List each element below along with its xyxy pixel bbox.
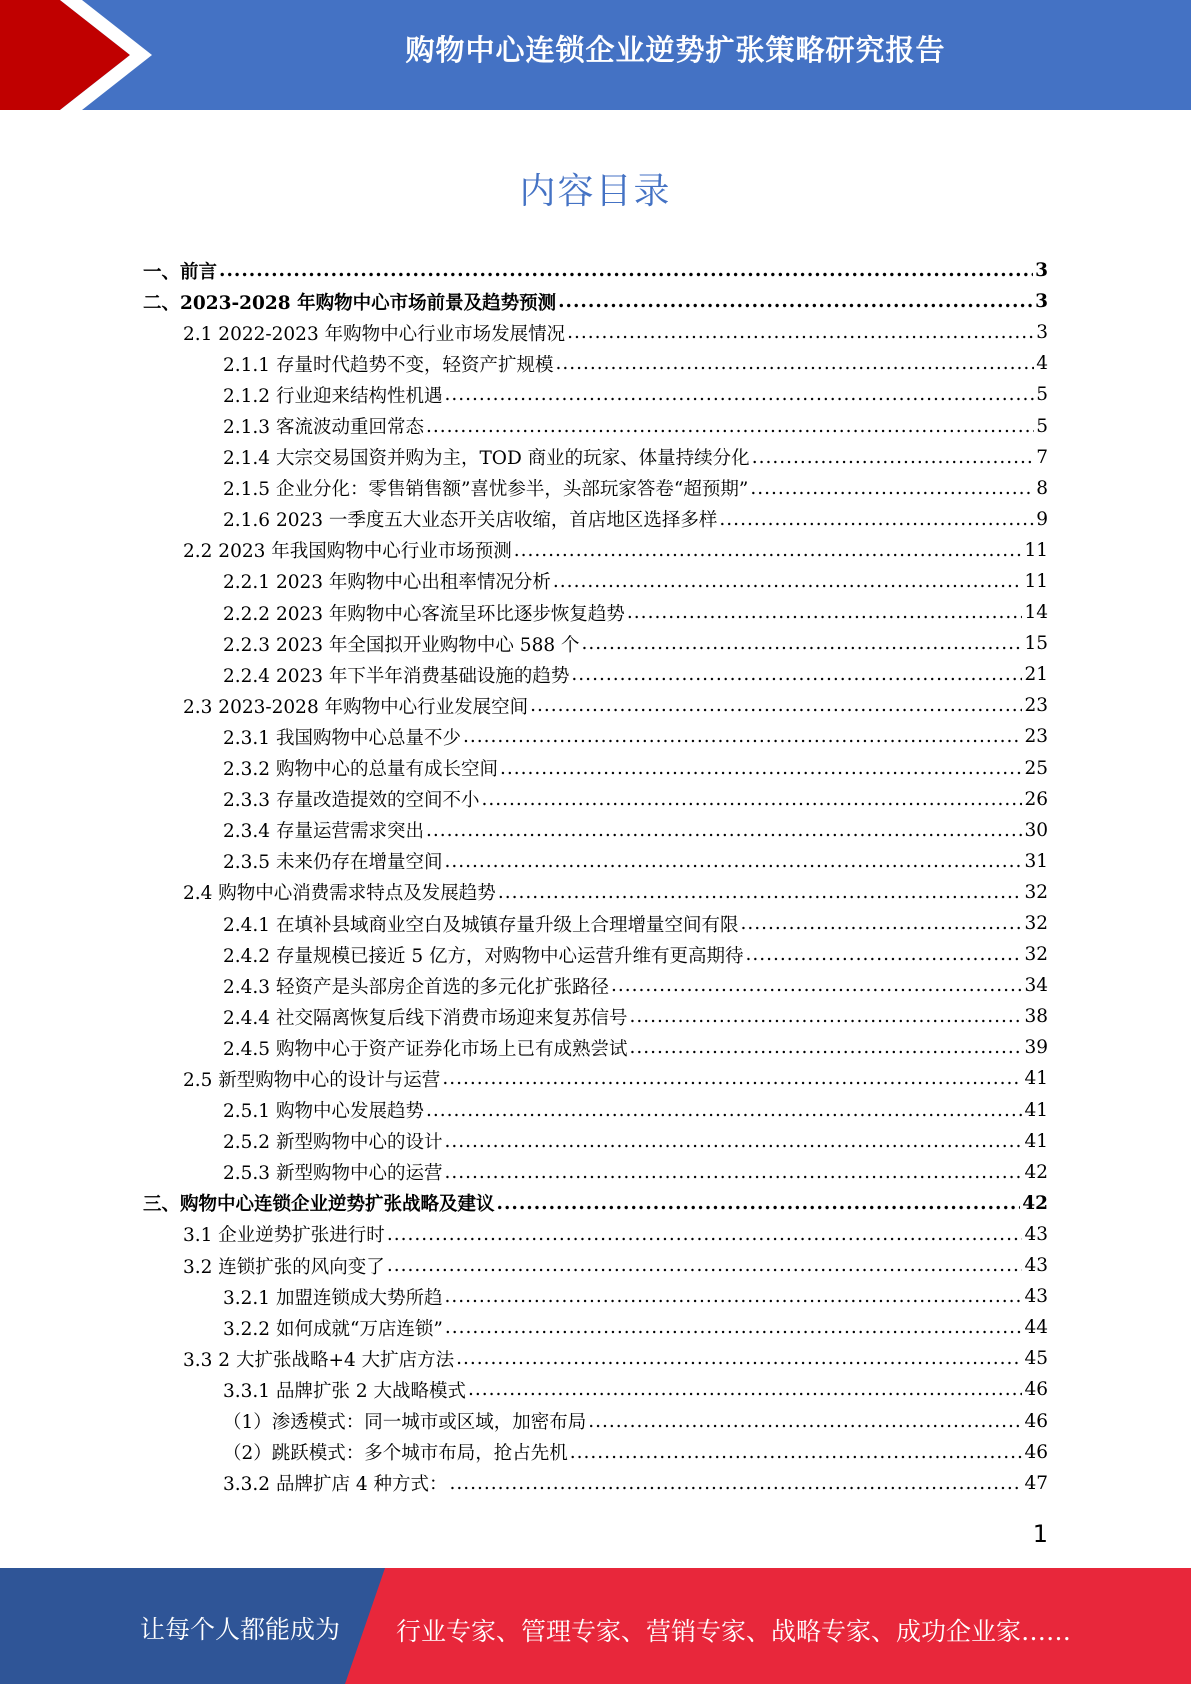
toc-entry[interactable] [143, 348, 1048, 379]
toc-dot-leader [444, 851, 1022, 872]
toc-entry-page: 3 [1035, 260, 1048, 282]
toc-entry-text: 2.3 2023-2028 年购物中心行业发展空间 [183, 696, 529, 718]
toc-dot-leader [450, 1473, 1023, 1494]
toc-entry-text: 2.1.3 客流波动重回常态 [223, 417, 424, 439]
table-of-contents [143, 255, 1048, 1499]
toc-entry[interactable] [143, 1250, 1048, 1281]
toc-entry-text: 2.2.1 2023 年购物中心出租率情况分析 [223, 572, 551, 594]
toc-entry-text: 2.3.2 购物中心的总量有成长空间 [223, 759, 498, 781]
toc-entry-page: 46 [1024, 1379, 1048, 1401]
toc-dot-leader [571, 664, 1022, 685]
toc-dot-leader [629, 1037, 1022, 1058]
toc-entry[interactable] [143, 597, 1048, 628]
toc-entry[interactable] [143, 970, 1048, 1001]
toc-entry-page: 47 [1024, 1472, 1048, 1494]
footer-slogan-right: 行业专家、管理专家、营销专家、战略专家、成功企业家…… [396, 1617, 1072, 1646]
toc-dot-leader [627, 602, 1023, 623]
toc-dot-leader [555, 353, 1034, 374]
toc-entry[interactable] [143, 1001, 1048, 1032]
toc-entry[interactable] [143, 939, 1048, 970]
toc-dot-leader [219, 260, 1033, 281]
toc-entry-text: 3.2.1 加盟连锁成大势所趋 [223, 1287, 443, 1309]
toc-entry-text: （1）渗透模式：同一城市或区域，加密布局 [223, 1412, 587, 1434]
toc-entry-text: 2.1.6 2023 一季度五大业态开关店收缩，首店地区选择多样 [223, 510, 718, 532]
toc-entry-page: 23 [1024, 695, 1048, 717]
toc-entry[interactable] [143, 1126, 1048, 1157]
toc-entry-text: 2.5.1 购物中心发展趋势 [223, 1101, 424, 1123]
toc-entry-page: 42 [1022, 1192, 1048, 1214]
toc-entry-text: 2.2.4 2023 年下半年消费基础设施的趋势 [223, 665, 570, 687]
toc-entry-text: 3.3 2 大扩张战略+4 大扩店方法 [183, 1349, 455, 1371]
toc-entry-page: 32 [1024, 913, 1048, 935]
toc-entry-page: 25 [1024, 757, 1048, 779]
toc-entry-text: 2.3.5 未来仍存在增量空间 [223, 852, 443, 874]
toc-entry[interactable] [143, 317, 1048, 348]
toc-entry-text: 2.2.3 2023 年全国拟开业购物中心 588 个 [223, 634, 580, 656]
toc-entry[interactable] [143, 1405, 1048, 1436]
toc-dot-leader [558, 291, 1033, 312]
toc-entry-page: 15 [1024, 633, 1048, 655]
toc-dot-leader [750, 478, 1034, 499]
toc-dot-leader [442, 1068, 1022, 1089]
toc-entry[interactable] [143, 1312, 1048, 1343]
toc-entry-page: 43 [1024, 1286, 1048, 1308]
toc-dot-leader [719, 509, 1034, 530]
toc-entry[interactable] [143, 255, 1048, 286]
toc-entry-text: 2.3.1 我国购物中心总量不少 [223, 727, 461, 749]
toc-dot-leader [426, 820, 1022, 841]
toc-entry-text: 2.5.3 新型购物中心的运营 [223, 1163, 443, 1185]
toc-entry-page: 32 [1024, 881, 1048, 903]
toc-entry-page: 4 [1036, 353, 1048, 375]
toc-entry-page: 14 [1024, 602, 1048, 624]
toc-entry-page: 46 [1024, 1441, 1048, 1463]
toc-entry-text: 3.2.2 如何成就“万店连锁” [223, 1318, 443, 1340]
toc-entry-text: 2.3.3 存量改造提效的空间不小 [223, 790, 480, 812]
toc-entry-text: 2.1.4 大宗交易国资并购为主，TOD 商业的玩家、体量持续分化 [223, 448, 750, 470]
toc-entry-page: 34 [1024, 975, 1048, 997]
toc-dot-leader [444, 384, 1034, 405]
toc-entry-text: 2.3.4 存量运营需求突出 [223, 821, 424, 843]
toc-dot-leader [588, 1411, 1022, 1432]
toc-entry[interactable] [143, 1343, 1048, 1374]
toc-dot-leader [514, 540, 1023, 561]
toc-entry-page: 31 [1024, 850, 1048, 872]
toc-entry-text: 2.4.1 在填补县域商业空白及城镇存量升级上合理增量空间有限 [223, 914, 739, 936]
toc-entry[interactable] [143, 1281, 1048, 1312]
toc-entry-text: 2.4.5 购物中心于资产证券化市场上已有成熟尝试 [223, 1038, 628, 1060]
toc-entry[interactable] [143, 566, 1048, 597]
toc-entry-page: 44 [1024, 1317, 1048, 1339]
toc-entry-page: 30 [1024, 819, 1048, 841]
toc-entry[interactable] [143, 379, 1048, 410]
toc-entry-page: 9 [1036, 508, 1048, 530]
toc-heading: 内容目录 [519, 171, 672, 212]
toc-dot-leader [530, 695, 1022, 716]
toc-entry-text: 2.5 新型购物中心的设计与运营 [183, 1069, 441, 1091]
toc-dot-leader [629, 1006, 1022, 1027]
toc-entry-page: 41 [1024, 1068, 1048, 1090]
toc-entry[interactable] [143, 410, 1048, 441]
toc-entry-text: 2.4.3 轻资产是头部房企首选的多元化扩张路径 [223, 976, 609, 998]
toc-entry[interactable] [143, 1437, 1048, 1468]
toc-dot-leader [740, 913, 1022, 934]
toc-entry-text: 3.2 连锁扩张的风向变了 [183, 1256, 385, 1278]
toc-entry[interactable] [143, 1374, 1048, 1405]
toc-dot-leader [426, 416, 1034, 437]
toc-entry[interactable] [143, 784, 1048, 815]
toc-dot-leader [444, 1131, 1022, 1152]
toc-dot-leader [445, 1317, 1023, 1338]
toc-dot-leader [468, 1379, 1022, 1400]
toc-dot-leader [444, 1286, 1022, 1307]
toc-entry[interactable] [143, 1188, 1048, 1219]
toc-dot-leader [444, 1162, 1022, 1183]
toc-entry-text: 3.1 企业逆势扩张进行时 [183, 1225, 385, 1247]
toc-dot-leader [387, 1255, 1023, 1276]
toc-dot-leader [426, 1100, 1022, 1121]
toc-entry[interactable] [143, 628, 1048, 659]
toc-entry-page: 5 [1036, 384, 1048, 406]
toc-dot-leader [481, 789, 1022, 810]
toc-entry[interactable] [143, 473, 1048, 504]
toc-entry-text: （2）跳跃模式：多个城市布局，抢占先机 [223, 1443, 568, 1465]
toc-entry-page: 41 [1024, 1099, 1048, 1121]
toc-entry[interactable] [143, 1468, 1048, 1499]
toc-entry-text: 3.3.2 品牌扩店 4 种方式： [223, 1474, 448, 1496]
toc-entry[interactable] [143, 815, 1048, 846]
toc-dot-leader [553, 571, 1023, 592]
toc-entry-text: 2.2 2023 年我国购物中心行业市场预测 [183, 541, 512, 563]
toc-entry[interactable] [143, 1063, 1048, 1094]
toc-entry-page: 3 [1036, 322, 1048, 344]
toc-entry-text: 二、2023-2028 年购物中心市场前景及趋势预测 [143, 292, 557, 314]
toc-entry[interactable] [143, 286, 1048, 317]
toc-entry-page: 11 [1024, 570, 1048, 592]
toc-dot-leader [582, 633, 1023, 654]
toc-entry-page: 43 [1024, 1255, 1048, 1277]
toc-dot-leader [746, 944, 1023, 965]
report-title: 购物中心连锁企业逆势扩张策略研究报告 [405, 33, 946, 67]
toc-dot-leader [456, 1348, 1022, 1369]
toc-dot-leader [752, 447, 1035, 468]
toc-entry[interactable] [143, 690, 1048, 721]
toc-entry-text: 2.5.2 新型购物中心的设计 [223, 1132, 443, 1154]
toc-entry[interactable] [143, 753, 1048, 784]
toc-dot-leader [567, 322, 1034, 343]
toc-entry[interactable] [143, 908, 1048, 939]
toc-entry-text: 2.1 2022-2023 年购物中心行业市场发展情况 [183, 323, 566, 345]
toc-entry-page: 46 [1024, 1410, 1048, 1432]
page-number: 1 [1032, 1520, 1048, 1548]
toc-entry-page: 5 [1036, 415, 1048, 437]
toc-dot-leader [500, 758, 1022, 779]
toc-entry[interactable] [143, 1095, 1048, 1126]
toc-entry-page: 42 [1024, 1161, 1048, 1183]
toc-entry-page: 21 [1024, 664, 1048, 686]
toc-dot-leader [463, 726, 1022, 747]
toc-entry[interactable] [143, 659, 1048, 690]
toc-entry-text: 2.4.4 社交隔离恢复后线下消费市场迎来复苏信号 [223, 1007, 628, 1029]
toc-entry-page: 38 [1024, 1006, 1048, 1028]
toc-entry-page: 41 [1024, 1130, 1048, 1152]
toc-entry-text: 三、购物中心连锁企业逆势扩张战略及建议 [143, 1194, 495, 1216]
toc-dot-leader [611, 975, 1022, 996]
toc-entry[interactable] [143, 1032, 1048, 1063]
toc-entry-page: 7 [1036, 446, 1048, 468]
toc-dot-leader [387, 1224, 1023, 1245]
toc-entry-page: 45 [1024, 1348, 1048, 1370]
toc-entry[interactable] [143, 877, 1048, 908]
footer-slogan-left: 让每个人都能成为 [140, 1615, 341, 1644]
toc-entry-page: 3 [1035, 291, 1048, 313]
page-footer [0, 1568, 1191, 1684]
toc-dot-leader [497, 1193, 1021, 1214]
toc-entry-page: 11 [1024, 539, 1048, 561]
toc-entry-text: 2.4 购物中心消费需求特点及发展趋势 [183, 883, 496, 905]
toc-entry-text: 2.4.2 存量规模已接近 5 亿方，对购物中心运营升维有更高期待 [223, 945, 744, 967]
toc-entry-page: 43 [1024, 1223, 1048, 1245]
toc-entry-text: 一、前言 [143, 261, 218, 283]
page-header [0, 0, 1191, 110]
toc-entry[interactable] [143, 846, 1048, 877]
toc-dot-leader [570, 1442, 1023, 1463]
toc-entry-text: 2.1.2 行业迎来结构性机遇 [223, 385, 443, 407]
toc-entry-page: 39 [1024, 1037, 1048, 1059]
toc-entry-text: 2.2.2 2023 年购物中心客流呈环比逐步恢复趋势 [223, 603, 625, 625]
toc-entry-text: 3.3.1 品牌扩张 2 大战略模式 [223, 1380, 466, 1402]
toc-entry[interactable] [143, 504, 1048, 535]
toc-entry-text: 2.1.1 存量时代趋势不变，轻资产扩规模 [223, 354, 554, 376]
toc-entry-text: 2.1.5 企业分化：零售销售额”喜忧参半，头部玩家答卷“超预期” [223, 479, 749, 501]
toc-entry[interactable] [143, 1157, 1048, 1188]
toc-entry[interactable] [143, 721, 1048, 752]
toc-entry-page: 8 [1036, 477, 1048, 499]
toc-entry-page: 32 [1024, 944, 1048, 966]
toc-dot-leader [498, 882, 1023, 903]
toc-entry[interactable] [143, 535, 1048, 566]
header-arrow-decoration [0, 0, 160, 110]
toc-entry[interactable] [143, 1219, 1048, 1250]
toc-entry-page: 23 [1024, 726, 1048, 748]
toc-entry-page: 26 [1024, 788, 1048, 810]
toc-entry[interactable] [143, 442, 1048, 473]
